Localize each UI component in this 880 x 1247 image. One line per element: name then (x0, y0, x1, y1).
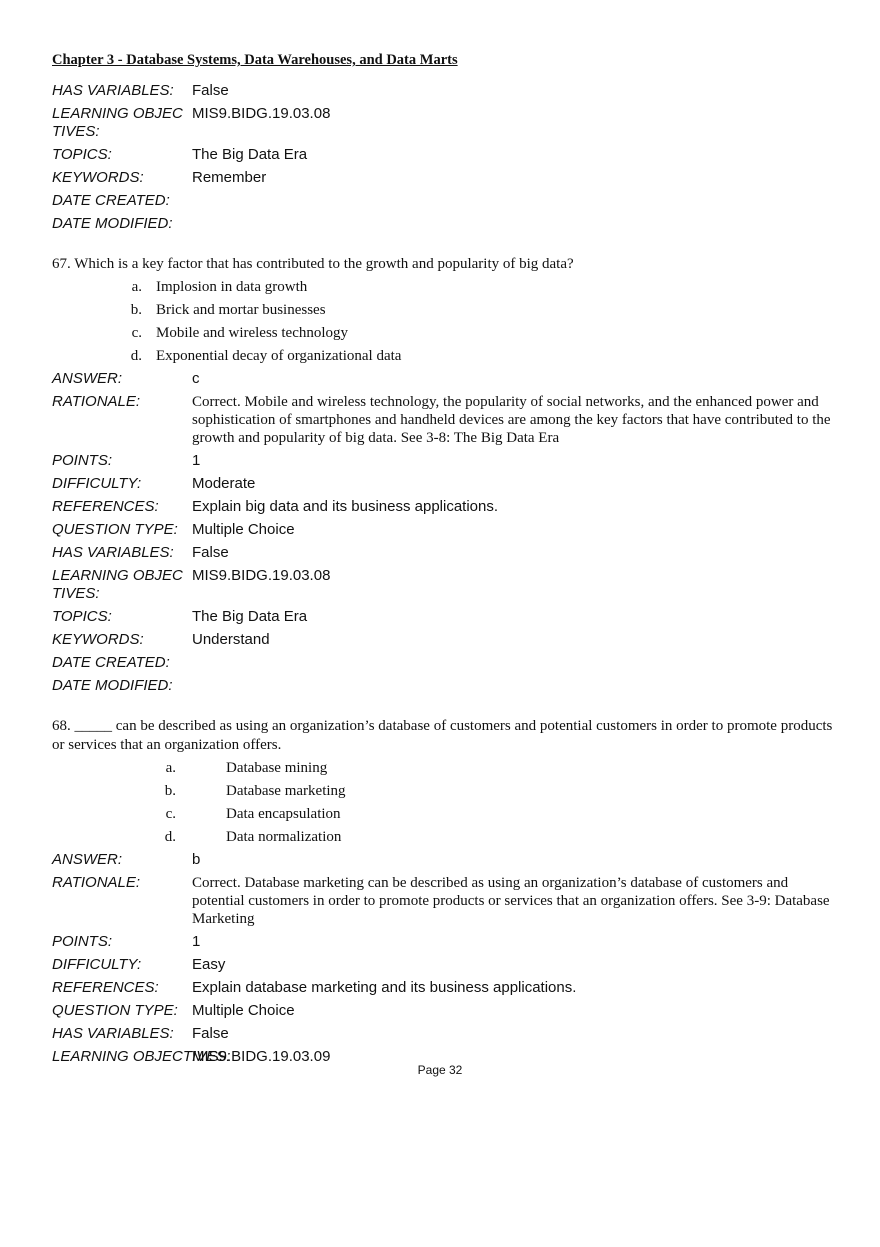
points-value: 1 (192, 933, 201, 950)
meta-row (52, 452, 842, 470)
meta-row (52, 979, 842, 997)
option-text: Exponential decay of organizational data (156, 348, 402, 364)
field-label: DATE MODIFIED: (52, 677, 173, 694)
field-label: REFERENCES: (52, 498, 159, 515)
option-letter: c. (165, 806, 176, 822)
option-a (52, 278, 842, 297)
field-label: LEARNING OBJECTIVES: (52, 1048, 231, 1065)
option-text: Mobile and wireless technology (156, 325, 349, 341)
prev-question-meta (52, 82, 842, 233)
field-label: DATE MODIFIED: (52, 215, 173, 232)
option-text: Brick and mortar businesses (156, 302, 326, 318)
field-label: HAS VARIABLES: (52, 82, 174, 99)
option-letter: d. (130, 348, 142, 364)
difficulty-value: Easy (192, 956, 226, 973)
meta-row (52, 654, 842, 672)
rationale-value: Correct. Mobile and wireless technology, the popularity of social networks, and the enhanced power and sophistication of smartphones and handheld devices are among the key factors that have contributed to the growth and popularity of big data. See 3-8: The Big Data Era (192, 394, 831, 446)
field-label: KEYWORDS: (52, 631, 144, 648)
option-letter: b. (164, 783, 176, 799)
option-c (52, 805, 842, 824)
option-letter: a. (165, 760, 176, 776)
rationale-value: Correct. Database marketing can be described as using an organization’s database of customers and potential customers in order to promote products or services that an organization offers. See 3-9: Database Marketing (192, 875, 830, 927)
field-value: Remember (192, 169, 267, 186)
question-text: 67. Which is a key factor that has contributed to the growth and popularity of big data? (52, 256, 574, 272)
meta-row (52, 192, 842, 210)
field-label: LEARNING OBJECTIVES: (52, 105, 183, 140)
option-letter: b. (130, 302, 142, 318)
topics-value: The Big Data Era (192, 608, 308, 625)
question-text: 68. _____ can be described as using an organization’s database of customers and potential customers in order to promote products or services that an organization offers. (52, 718, 833, 753)
chapter-title: Chapter 3 - Database Systems, Data Warehouses, and Data Marts (52, 52, 458, 68)
meta-row (52, 608, 842, 626)
option-a (52, 759, 842, 778)
meta-row (52, 498, 842, 516)
difficulty-value: Moderate (192, 475, 256, 492)
option-letter: d. (164, 829, 176, 845)
has-variables-value: False (192, 544, 229, 561)
field-label: DIFFICULTY: (52, 956, 142, 973)
option-text: Database marketing (226, 783, 346, 799)
references-value: Explain big data and its business applications. (192, 498, 499, 515)
option-c (52, 324, 842, 343)
option-d (52, 347, 842, 366)
meta-row (52, 82, 842, 100)
question-type-value: Multiple Choice (192, 521, 295, 538)
points-value: 1 (192, 452, 201, 469)
field-value: The Big Data Era (192, 146, 308, 163)
field-label: KEYWORDS: (52, 169, 144, 186)
meta-row (52, 851, 842, 869)
option-text: Data normalization (226, 829, 342, 845)
field-label: DATE CREATED: (52, 192, 170, 209)
field-label: RATIONALE: (52, 874, 141, 891)
learning-objectives-value: MIS9.BIDG.19.03.09 (192, 1048, 331, 1065)
field-label: REFERENCES: (52, 979, 159, 996)
question-68 (52, 717, 842, 1066)
field-label: HAS VARIABLES: (52, 1025, 174, 1042)
page-number: Page 32 (417, 1063, 463, 1077)
meta-row (52, 631, 842, 649)
field-label: POINTS: (52, 933, 113, 950)
meta-row (52, 544, 842, 562)
field-label: POINTS: (52, 452, 113, 469)
option-b (52, 782, 842, 801)
meta-row (52, 521, 842, 539)
field-value: False (192, 82, 229, 99)
field-label: QUESTION TYPE: (52, 521, 178, 538)
field-label: TOPICS: (52, 146, 112, 163)
field-label: RATIONALE: (52, 393, 141, 410)
option-d (52, 828, 842, 847)
meta-row (52, 1025, 842, 1043)
option-text: Implosion in data growth (156, 279, 308, 295)
meta-row (52, 956, 842, 974)
option-letter: a. (131, 279, 142, 295)
meta-row (52, 370, 842, 388)
meta-row (52, 677, 842, 695)
option-letter: c. (131, 325, 142, 341)
answer-value: b (192, 851, 201, 868)
has-variables-value: False (192, 1025, 229, 1042)
document-page (52, 52, 842, 1071)
learning-objectives-value: MIS9.BIDG.19.03.08 (192, 567, 331, 584)
field-label: TOPICS: (52, 608, 112, 625)
option-text: Data encapsulation (226, 806, 341, 822)
meta-row (52, 1002, 842, 1020)
meta-row (52, 874, 842, 928)
meta-row (52, 567, 842, 603)
field-label: QUESTION TYPE: (52, 1002, 178, 1019)
references-value: Explain database marketing and its business applications. (192, 979, 577, 996)
answer-value: c (192, 370, 200, 387)
keywords-value: Understand (192, 631, 270, 648)
field-label: ANSWER: (52, 851, 123, 868)
meta-row (52, 105, 842, 141)
field-label: ANSWER: (52, 370, 123, 387)
field-label: HAS VARIABLES: (52, 544, 174, 561)
meta-row (52, 393, 842, 447)
field-label: DIFFICULTY: (52, 475, 142, 492)
meta-row (52, 215, 842, 233)
field-label: LEARNING OBJECTIVES: (52, 567, 183, 602)
meta-row (52, 146, 842, 164)
option-b (52, 301, 842, 320)
meta-row (52, 933, 842, 951)
meta-row (52, 475, 842, 493)
field-value: MIS9.BIDG.19.03.08 (192, 105, 331, 122)
field-label: DATE CREATED: (52, 654, 170, 671)
meta-row (52, 169, 842, 187)
question-type-value: Multiple Choice (192, 1002, 295, 1019)
question-67 (52, 255, 842, 695)
option-text: Database mining (226, 760, 328, 776)
